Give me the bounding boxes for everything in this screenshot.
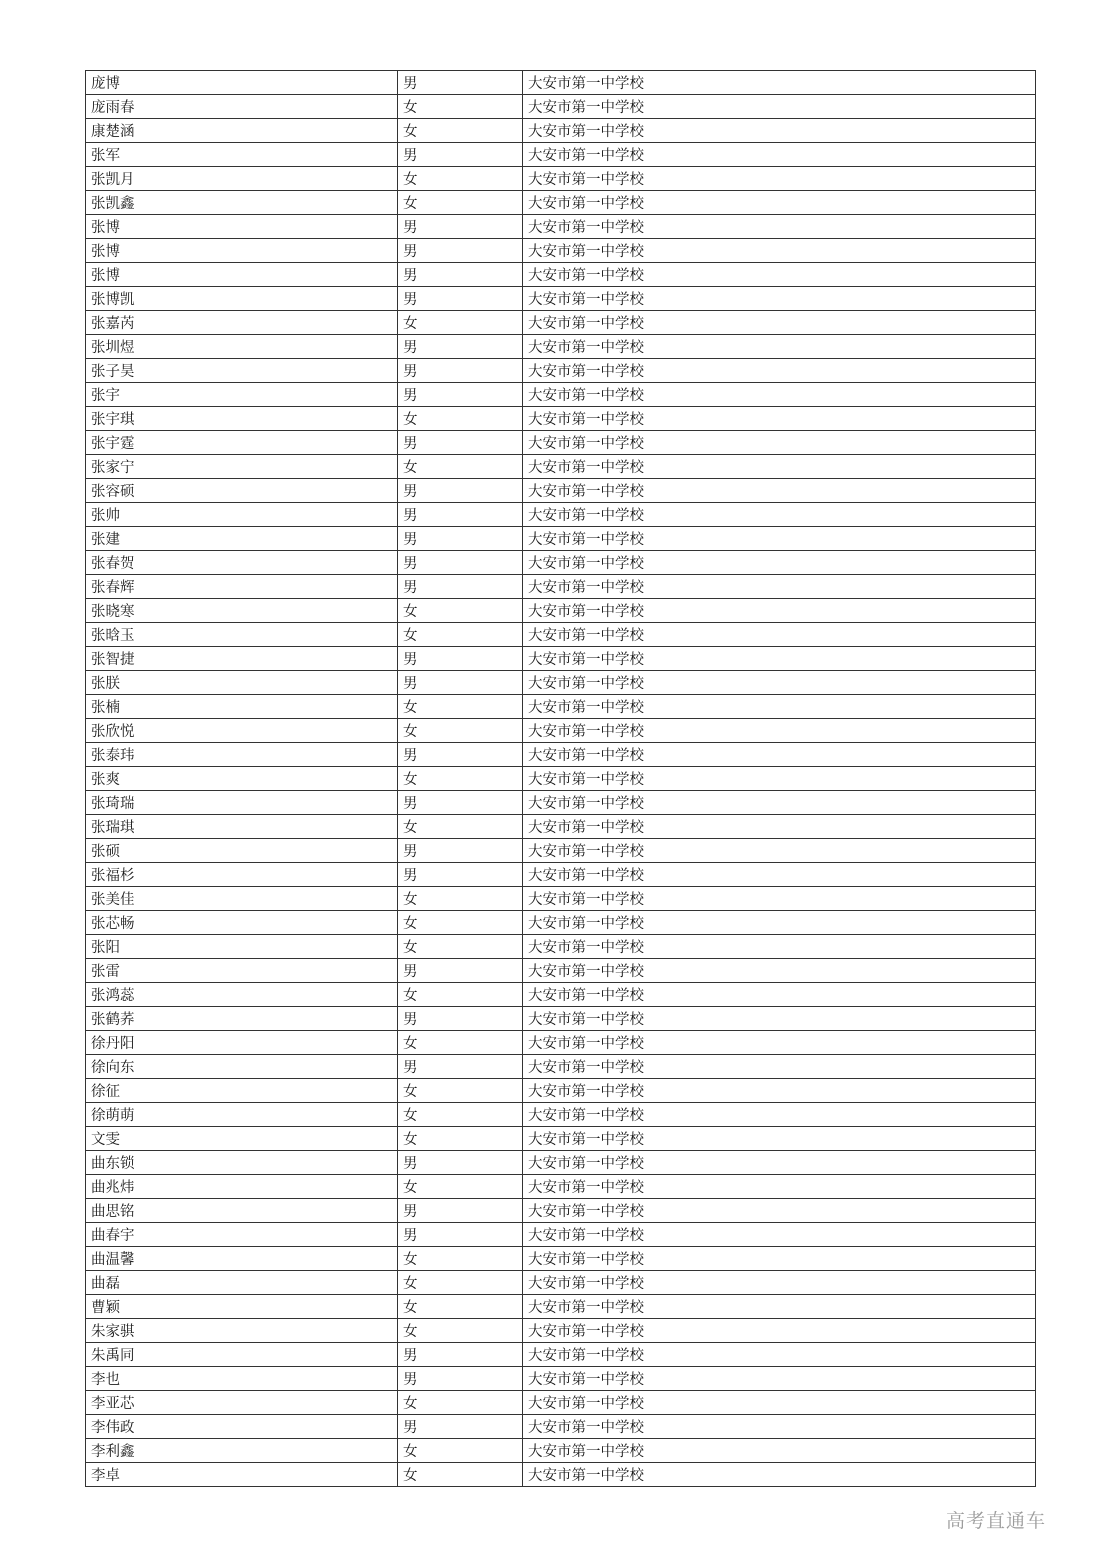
table-row [86,287,1036,311]
table-row [86,647,1036,671]
cell-school: 大安市第一中学校 [523,287,1036,311]
table-row [86,191,1036,215]
cell-school: 大安市第一中学校 [523,503,1036,527]
cell-student-name: 张爽 [86,767,398,791]
cell-student-name: 张芯畅 [86,911,398,935]
cell-school: 大安市第一中学校 [523,1391,1036,1415]
cell-gender: 女 [398,311,523,335]
cell-school: 大安市第一中学校 [523,1151,1036,1175]
cell-school: 大安市第一中学校 [523,815,1036,839]
table-row [86,551,1036,575]
cell-student-name: 张朕 [86,671,398,695]
table-row [86,1007,1036,1031]
cell-gender: 男 [398,503,523,527]
table-row [86,383,1036,407]
cell-gender: 女 [398,1127,523,1151]
cell-student-name: 李亚芯 [86,1391,398,1415]
cell-gender: 男 [398,383,523,407]
cell-student-name: 张晗玉 [86,623,398,647]
cell-student-name: 张圳煜 [86,335,398,359]
cell-student-name: 张宇 [86,383,398,407]
cell-student-name: 张博 [86,215,398,239]
table-row [86,791,1036,815]
cell-school: 大安市第一中学校 [523,671,1036,695]
cell-student-name: 庞雨春 [86,95,398,119]
cell-student-name: 张瑞琪 [86,815,398,839]
table-row [86,1223,1036,1247]
cell-gender: 女 [398,623,523,647]
table-row [86,1391,1036,1415]
table-row [86,839,1036,863]
cell-school: 大安市第一中学校 [523,1295,1036,1319]
cell-gender: 男 [398,1055,523,1079]
table-row [86,503,1036,527]
cell-gender: 女 [398,407,523,431]
cell-student-name: 张凯月 [86,167,398,191]
table-row [86,983,1036,1007]
table-row [86,455,1036,479]
cell-gender: 女 [398,767,523,791]
cell-school: 大安市第一中学校 [523,143,1036,167]
cell-school: 大安市第一中学校 [523,431,1036,455]
cell-student-name: 曲兆炜 [86,1175,398,1199]
cell-school: 大安市第一中学校 [523,455,1036,479]
cell-gender: 男 [398,359,523,383]
cell-student-name: 李利鑫 [86,1439,398,1463]
cell-gender: 女 [398,455,523,479]
cell-gender: 男 [398,647,523,671]
cell-school: 大安市第一中学校 [523,95,1036,119]
table-row [86,1103,1036,1127]
cell-student-name: 朱家骐 [86,1319,398,1343]
cell-student-name: 张子昊 [86,359,398,383]
cell-gender: 女 [398,1175,523,1199]
cell-school: 大安市第一中学校 [523,1439,1036,1463]
table-row [86,1271,1036,1295]
cell-school: 大安市第一中学校 [523,239,1036,263]
cell-student-name: 曲磊 [86,1271,398,1295]
cell-school: 大安市第一中学校 [523,887,1036,911]
cell-gender: 男 [398,527,523,551]
cell-school: 大安市第一中学校 [523,263,1036,287]
cell-student-name: 曲春宇 [86,1223,398,1247]
cell-school: 大安市第一中学校 [523,1007,1036,1031]
table-row [86,527,1036,551]
table-row [86,1439,1036,1463]
table-row [86,95,1036,119]
cell-gender: 男 [398,215,523,239]
cell-student-name: 张家宁 [86,455,398,479]
cell-student-name: 张宇霆 [86,431,398,455]
cell-gender: 男 [398,479,523,503]
cell-school: 大安市第一中学校 [523,359,1036,383]
cell-gender: 女 [398,935,523,959]
cell-school: 大安市第一中学校 [523,959,1036,983]
table-row [86,1343,1036,1367]
cell-student-name: 张容硕 [86,479,398,503]
cell-student-name: 张帅 [86,503,398,527]
cell-school: 大安市第一中学校 [523,1367,1036,1391]
cell-student-name: 张硕 [86,839,398,863]
cell-school: 大安市第一中学校 [523,479,1036,503]
cell-gender: 女 [398,1031,523,1055]
cell-gender: 女 [398,1247,523,1271]
table-row [86,935,1036,959]
cell-gender: 女 [398,695,523,719]
cell-student-name: 李卓 [86,1463,398,1487]
cell-school: 大安市第一中学校 [523,791,1036,815]
cell-student-name: 张晓寒 [86,599,398,623]
cell-school: 大安市第一中学校 [523,695,1036,719]
cell-school: 大安市第一中学校 [523,1127,1036,1151]
cell-gender: 女 [398,1103,523,1127]
cell-school: 大安市第一中学校 [523,311,1036,335]
table-row [86,143,1036,167]
cell-school: 大安市第一中学校 [523,647,1036,671]
cell-school: 大安市第一中学校 [523,527,1036,551]
cell-student-name: 徐萌萌 [86,1103,398,1127]
table-row [86,311,1036,335]
cell-student-name: 徐丹阳 [86,1031,398,1055]
cell-student-name: 张嘉芮 [86,311,398,335]
cell-gender: 女 [398,1439,523,1463]
table-row [86,1079,1036,1103]
cell-gender: 男 [398,743,523,767]
table-row [86,719,1036,743]
cell-student-name: 张阳 [86,935,398,959]
cell-student-name: 张春辉 [86,575,398,599]
cell-school: 大安市第一中学校 [523,383,1036,407]
cell-student-name: 张美佳 [86,887,398,911]
table-row [86,959,1036,983]
table-row [86,1031,1036,1055]
table-row [86,335,1036,359]
cell-school: 大安市第一中学校 [523,767,1036,791]
cell-gender: 女 [398,95,523,119]
cell-gender: 男 [398,1343,523,1367]
cell-gender: 男 [398,551,523,575]
cell-gender: 女 [398,815,523,839]
cell-gender: 女 [398,887,523,911]
table-row [86,239,1036,263]
cell-gender: 女 [398,1319,523,1343]
cell-school: 大安市第一中学校 [523,1103,1036,1127]
cell-school: 大安市第一中学校 [523,1271,1036,1295]
cell-gender: 男 [398,71,523,95]
table-row [86,623,1036,647]
table-row [86,1127,1036,1151]
table-row [86,743,1036,767]
cell-gender: 男 [398,287,523,311]
table-row [86,215,1036,239]
cell-gender: 男 [398,263,523,287]
table-row [86,1151,1036,1175]
cell-student-name: 张博 [86,263,398,287]
cell-school: 大安市第一中学校 [523,743,1036,767]
cell-school: 大安市第一中学校 [523,935,1036,959]
cell-student-name: 张鹤荞 [86,1007,398,1031]
cell-student-name: 张博 [86,239,398,263]
cell-gender: 男 [398,839,523,863]
cell-student-name: 曲温馨 [86,1247,398,1271]
cell-gender: 男 [398,335,523,359]
table-row [86,671,1036,695]
cell-gender: 女 [398,599,523,623]
cell-student-name: 张建 [86,527,398,551]
table-row [86,71,1036,95]
cell-student-name: 曲东锁 [86,1151,398,1175]
cell-gender: 女 [398,119,523,143]
cell-student-name: 张军 [86,143,398,167]
cell-school: 大安市第一中学校 [523,1079,1036,1103]
cell-student-name: 曲思铭 [86,1199,398,1223]
cell-gender: 女 [398,1271,523,1295]
cell-school: 大安市第一中学校 [523,1199,1036,1223]
cell-gender: 男 [398,1367,523,1391]
cell-gender: 男 [398,239,523,263]
cell-school: 大安市第一中学校 [523,623,1036,647]
cell-student-name: 张智捷 [86,647,398,671]
cell-gender: 女 [398,191,523,215]
cell-school: 大安市第一中学校 [523,1247,1036,1271]
table-row [86,119,1036,143]
cell-school: 大安市第一中学校 [523,1415,1036,1439]
table-row [86,167,1036,191]
table-row [86,815,1036,839]
table-row [86,359,1036,383]
table-row [86,599,1036,623]
watermark-gaokao-zhitongche: 高考直通车 [945,1511,1046,1532]
cell-school: 大安市第一中学校 [523,407,1036,431]
cell-gender: 男 [398,791,523,815]
cell-student-name: 张春贺 [86,551,398,575]
table-row [86,1463,1036,1487]
cell-school: 大安市第一中学校 [523,1223,1036,1247]
table-row [86,263,1036,287]
table-row [86,1055,1036,1079]
cell-gender: 女 [398,1463,523,1487]
cell-student-name: 张福杉 [86,863,398,887]
table-row [86,911,1036,935]
table-row [86,1319,1036,1343]
cell-student-name: 张琦瑞 [86,791,398,815]
cell-school: 大安市第一中学校 [523,167,1036,191]
cell-school: 大安市第一中学校 [523,1343,1036,1367]
cell-student-name: 徐向东 [86,1055,398,1079]
cell-school: 大安市第一中学校 [523,599,1036,623]
cell-gender: 女 [398,911,523,935]
cell-gender: 男 [398,575,523,599]
table-row [86,695,1036,719]
cell-school: 大安市第一中学校 [523,1031,1036,1055]
cell-school: 大安市第一中学校 [523,575,1036,599]
cell-gender: 男 [398,863,523,887]
table-row [86,887,1036,911]
cell-student-name: 张博凯 [86,287,398,311]
cell-student-name: 张楠 [86,695,398,719]
cell-school: 大安市第一中学校 [523,335,1036,359]
cell-gender: 男 [398,1223,523,1247]
cell-school: 大安市第一中学校 [523,119,1036,143]
cell-gender: 女 [398,1295,523,1319]
cell-gender: 男 [398,143,523,167]
cell-student-name: 李也 [86,1367,398,1391]
table-row [86,1367,1036,1391]
student-roster-body [86,71,1036,1487]
table-row [86,767,1036,791]
cell-school: 大安市第一中学校 [523,863,1036,887]
table-row [86,1175,1036,1199]
cell-student-name: 张欣悦 [86,719,398,743]
cell-school: 大安市第一中学校 [523,1319,1036,1343]
cell-gender: 男 [398,1007,523,1031]
cell-gender: 女 [398,719,523,743]
cell-school: 大安市第一中学校 [523,719,1036,743]
table-row [86,1295,1036,1319]
cell-school: 大安市第一中学校 [523,839,1036,863]
table-row [86,407,1036,431]
cell-gender: 男 [398,431,523,455]
student-roster-table [85,70,1036,1487]
cell-student-name: 李伟政 [86,1415,398,1439]
cell-gender: 男 [398,1199,523,1223]
cell-school: 大安市第一中学校 [523,191,1036,215]
cell-school: 大安市第一中学校 [523,551,1036,575]
cell-student-name: 康楚涵 [86,119,398,143]
cell-student-name: 张泰玮 [86,743,398,767]
cell-school: 大安市第一中学校 [523,215,1036,239]
cell-student-name: 张雷 [86,959,398,983]
cell-student-name: 曹颖 [86,1295,398,1319]
table-row [86,863,1036,887]
cell-gender: 女 [398,1391,523,1415]
cell-student-name: 张宇琪 [86,407,398,431]
table-row [86,1199,1036,1223]
cell-school: 大安市第一中学校 [523,71,1036,95]
table-row [86,479,1036,503]
cell-gender: 男 [398,1415,523,1439]
cell-gender: 男 [398,959,523,983]
table-row [86,431,1036,455]
cell-gender: 女 [398,167,523,191]
cell-gender: 男 [398,671,523,695]
cell-student-name: 朱禹同 [86,1343,398,1367]
cell-gender: 女 [398,1079,523,1103]
cell-student-name: 张鸿蕊 [86,983,398,1007]
table-row [86,1415,1036,1439]
table-row [86,1247,1036,1271]
cell-student-name: 张凯鑫 [86,191,398,215]
cell-school: 大安市第一中学校 [523,1175,1036,1199]
cell-school: 大安市第一中学校 [523,1463,1036,1487]
cell-student-name: 文雯 [86,1127,398,1151]
cell-school: 大安市第一中学校 [523,983,1036,1007]
cell-student-name: 庞博 [86,71,398,95]
cell-school: 大安市第一中学校 [523,1055,1036,1079]
cell-student-name: 徐征 [86,1079,398,1103]
cell-school: 大安市第一中学校 [523,911,1036,935]
cell-gender: 女 [398,983,523,1007]
cell-gender: 男 [398,1151,523,1175]
table-row [86,575,1036,599]
